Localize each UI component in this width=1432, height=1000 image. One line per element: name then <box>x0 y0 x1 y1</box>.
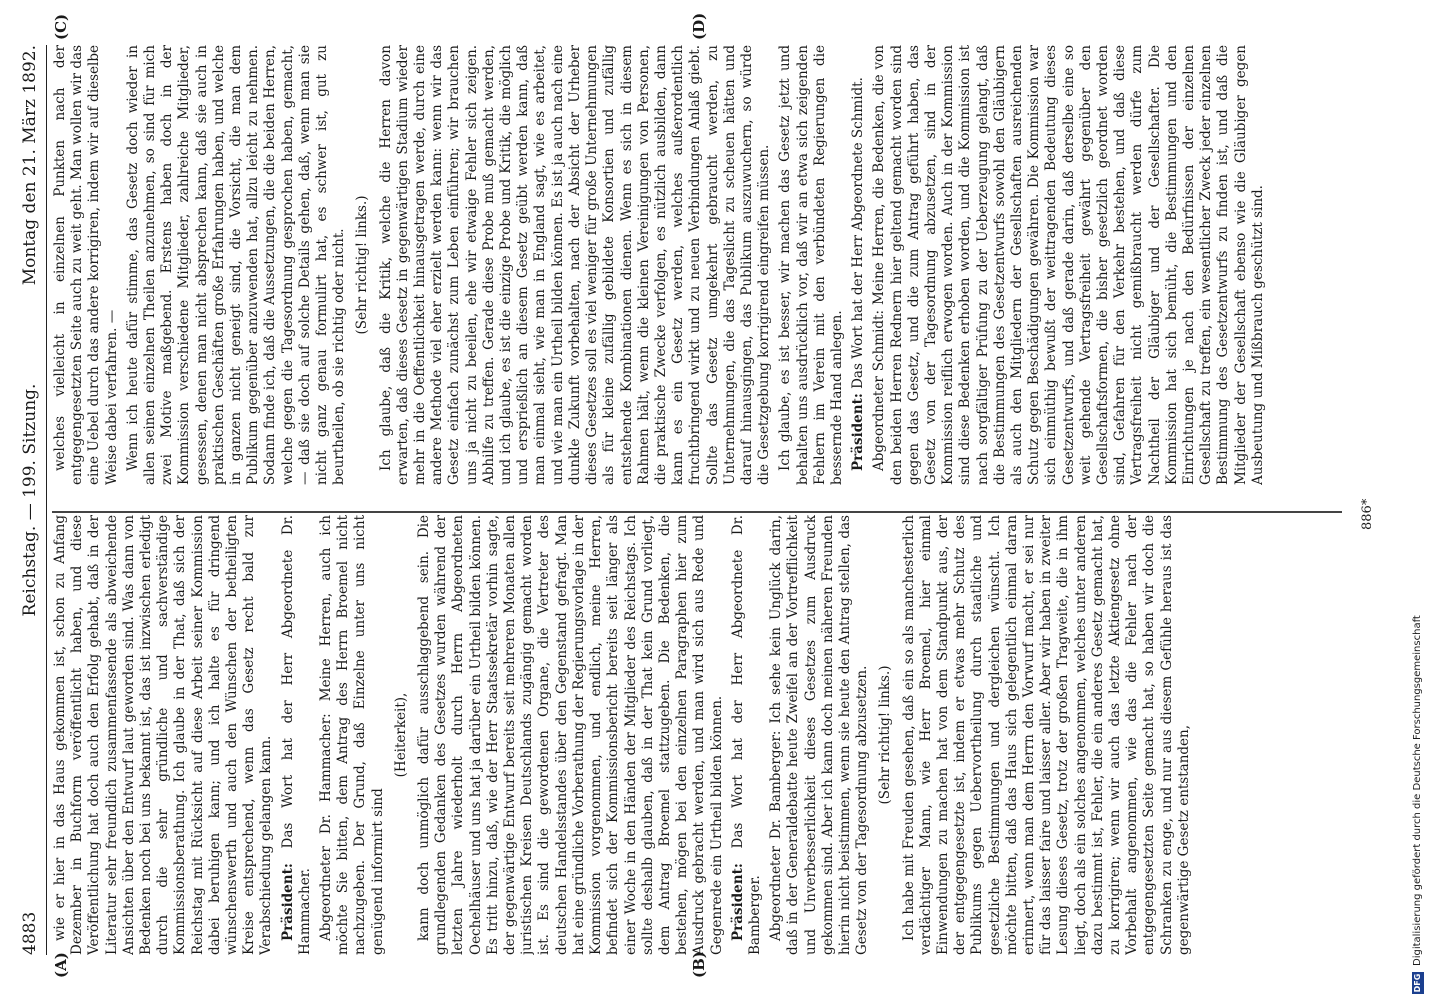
bottom-page-number: 886* <box>1360 498 1375 530</box>
speaker-label: Präsident: <box>279 863 296 941</box>
body-paragraph: welches vielleicht in einzelnen Punkten nach der entgegengesetzten Seite auch zu weit geht. Man wollen wir das eine Uebel durch das andere korrigiren, indem wir auf dieselbe Weise dabei verfahren. — <box>52 45 120 485</box>
footer-credit: Digitalisierung gefördert durch die Deutsche Forschungsgemeinschaft <box>1412 615 1423 966</box>
body-paragraph: Abgeordneter Schmidt: Meine Herren, die Bedenken, die von den beiden Herren Rednern hier geltend gemacht worden sind gegen das Gesetz, und die zum Antrag geführt haben, das Gesetz von der Tagesordnung abzusetzen, sind in der Kommission reiflich erwogen worden. Auch in der Kommission sind diese Bedenken erhoben worden, und die Kommission ist nach sorgfältiger Prüfung zu der Ueberzeugung gelangt, daß die Bestimmungen des Gesetzentwurfs sowohl den Gläubigern als auch den Mitgliedern der Gesellschaften ausreichenden Schutz gegen Beschädigungen gewähren. Die Kommission war sich einmüthig bewußt der weittragenden Bedeutung dieses Gesetzentwurfs, und daß gerade darin, daß derselbe eine so weit gehende Vertragsfreiheit gewährt gegenüber den Gesellschaftsformen, die bisher gesetzlich geordnet worden sind, Gefahren für den Verkehr bestehen, und daß diese Vertragsfreiheit nicht gemißbraucht werden dürfe zum Nachtheil der Gläubiger und der Gesellschafter. Die Kommission hat sich bemüht, die Bestimmungen und den Einrichtungen je nach den Bedürfnissen der einzelnen Gesellschaft zu treffen, ein wesentlicher Zweck jeder einzelnen Bestimmung des Gesetzentwurfs zu finden ist, und daß die Mitglieder der Gesellschaft ebenso wie die Gläubiger gegen Ausbeutung und Mißbrauch geschützt sind. <box>871 45 1266 485</box>
interjection: (Sehr richtig! links.) <box>354 195 371 335</box>
speaker-label: Präsident: <box>850 393 867 471</box>
margin-marker-d: (D) <box>690 12 708 40</box>
body-paragraph: wie er hier in das Haus gekommen ist, schon zu Anfang Dezember in Buchform veröffentlicht haben, und diese Veröffentlichung hat doch auch den Erfolg gehabt, daß in der Literatur sehr freundlich zusammenfassende als abweichende Ansichten über den Entwurf laut geworden sind. Was dann von Bedenken noch bei uns bekannt ist, das ist inzwischen erledigt durch die sehr gründliche und sachverständige Kommissionsberathung. Ich glaube in der That, daß sich der Reichstag mit Rücksicht auf diese Arbeit seiner Kommission dabei beruhigen kann; und ich halte es für dringend wünschenswerth und auch den Wünschen der betheiligten Kreise entsprechend, wenn das Gesetz recht bald zur Verabschiedung gelangen kann. <box>52 515 275 955</box>
body-paragraph: kann doch unmöglich dafür ausschlaggebend sein. Die grundlegenden Gedanken des Gesetzes wurden während der letzten Jahre wiederholt durch Herrn Abgeordneten Oechelhäuser und uns hat ja darüber ein Urtheil bilden können. Es tritt hinzu, daß, wie der Herr Staatssekretär vorhin sagte, der gegenwärtige Entwurf bereits seit mehreren Monaten allen juristischen Kreisen Deutschlands zugängig gemacht worden ist. Es sind die gewordenen Organe, die Vertreter des deutschen Handelsstandes über den Gegenstand gefragt. Man hat eine gründliche Vorberathung der Regierungsvorlage in der Kommission vorgenommen, und endlich, meine Herren, befindet sich der Kommissionsbericht bereits seit länger als einer Woche in den Händen der Mitglieder des Reichstags. Ich sollte deshalb glauben, daß in der That kein Grund vorliegt, dem Antrag Broemel stattzugeben. Die Bedenken, die bestehen, mögen bei den einzelnen Paragraphen hier zum Ausdruck gebracht werden, und man wird sich aus Rede und Gegenrede ein Urtheil bilden können. <box>416 515 725 955</box>
header-date: Montag den 21. März 1892. <box>20 45 40 286</box>
body-paragraph: Wenn ich heute dafür stimme, das Gesetz doch wieder in allen seinen einzelnen Theilen anzunehmen, so sind für mich zwei Motive maßgebend. Erstens haben doch in der Kommission verschiedene Mitglieder, zahlreiche Mitglieder, gesessen, denen man nicht absprechen kann, daß sie auch in praktischen Geschäften große Erfahrungen haben, und welche in ganzen nicht geneigt sind, die Vorsicht, die man dem Publikum gegenüber anzuwenden hat, allzu leicht zu nehmen. Sodann finde ich, daß die Aussetzungen, die die beiden Herren, welche gegen die Tagesordnung gesprochen haben, gemacht, — daß sie doch auf solche Details gehen, daß, wenn man sie nicht ganz genau formulirt hat, es schwer ist, gut zu beurtheilen, ob sie richtig oder nicht. <box>124 45 348 485</box>
header-session: Reichstag. — 199. Sitzung. <box>20 383 40 617</box>
speaker-text: Das Wort hat der Herr Abgeordnete Schmidt. <box>850 77 867 389</box>
margin-marker-b: (B) <box>690 951 708 978</box>
speaker-text: Das Wort hat der Herr Abgeordnete Dr. Bamberger. <box>729 515 763 955</box>
interjection: (Sehr richtig! links.) <box>877 665 894 805</box>
page-footer <box>1398 0 1428 1000</box>
body-paragraph: Ich glaube, es ist besser, wir machen das Gesetz jetzt und behalten uns ausdrücklich vor, daß wir an etwa sich zeigenden Fehlern im Verein mit den verbündeten Regierungen die bessernde Hand anlegen. <box>777 45 845 485</box>
speaker-paragraph <box>280 515 314 955</box>
speaker-paragraph <box>850 45 867 485</box>
body-paragraph: Abgeordneter Dr. Bamberger: Ich sehe kein Unglück darin, daß in der Generaldebatte heute Zweifel an der Vortrefflichkeit und Unverbesserlichkeit dieses Gesetzes zum Ausdruck gekommen sind. Aber ich kann doch meinen näheren Freunden hierin nicht beistimmen, wenn sie heute den Antrag stellen, das Gesetz von der Tagesordnung abzusetzen. <box>768 515 871 955</box>
body-paragraph: Abgeordneter Dr. Hammacher: Meine Herren, auch ich möchte Sie bitten, dem Antrag des Herrn Broemel nicht nachzugeben. Der Grund, daß Einzelne unter uns nicht genügend informirt sind <box>318 515 386 955</box>
speaker-text: Das Wort hat der Herr Abgeordnete Dr. Hammacher. <box>279 515 313 955</box>
margin-marker-c: (C) <box>52 13 70 40</box>
speaker-label: Präsident: <box>729 863 746 941</box>
left-column <box>52 515 1342 955</box>
header-page-number: 4883 <box>20 911 40 955</box>
interjection: (Heiterkeit), <box>392 692 409 778</box>
margin-marker-a: (A) <box>52 952 70 978</box>
body-paragraph: Ich habe mit Freuden gesehen, daß ein so als manchesterlich verdächtiger Mann, wie Herr Broemel, hier einmal Einwendungen zu machen hat von dem Standpunkt aus, der der entgegengesetzte ist, indem er etwas mehr Schutz des Publikums gegen Uebervortheilung durch staatliche und gesetzliche Bestimmungen und dergleichen wünscht. Ich möchte bitten, daß das Haus sich gelegentlich einmal daran erinnert, wenn man dem Herrn den Vorwurf macht, er sei nur für das laisser faire und laisser aller. Aber wir haben in zweiter Lesung dieses Gesetz, trotz der großen Tragweite, die in ihm liegt, doch als ein solches angenommen, welches unter anderen dazu bestimmt ist, Fehler, die ein anderes Gesetz gemacht hat, zu korrigiren; wenn wir auch das letzte Aktiengesetz ohne Vorbehalt angenommen, wie das die Fehler nach der entgegengesetzten Seite gemacht hat, so haben wir doch die Schranken zu enge, und nur aus diesem Gefühle heraus ist das gegenwärtige Gesetz entstanden, <box>900 515 1192 955</box>
speaker-paragraph <box>730 515 764 955</box>
dfg-logo: DFG <box>1413 973 1422 993</box>
column-divider <box>52 512 1342 514</box>
right-column <box>52 45 1342 485</box>
page-header <box>18 45 47 955</box>
body-paragraph: Ich glaube, daß die Kritik, welche die Herren davon erwarten, daß dieses Gesetz in gegenwärtigen Stadium wieder mehr in die Oeffentlichkeit hinausgetragen werde, durch eine andere Methode viel eher erzielt werden kann: wenn wir das Gesetz einfach zunächst zum Leben einführen; wir brauchen uns ja nicht zu beeilen, ehe wir etwaige Fehler sich zeigen. Abhilfe zu treffen. Gerade diese Probe muß gemacht werden, und ich glaube, es ist die einzige Probe und Kritik, die möglich und ersprießlich an diesem Gesetz geübt werden kann, daß man einmal sieht, wie man in England sagt, wie es arbeitet, und wie man ein Urtheil bilden können. Es ist ja auch nach eine dunkle Zukunft vorbehalten, nach der Absicht der Urheber dieses Gesetzes soll es viel weniger für große Unternehmungen als für kleine zufällig gebildete Konsortien und zufällig entstehende Kombinationen dienen. Wenn es sich in diesem Rahmen hält, wenn die kleinen Vereinigungen von Personen, die praktische Zwecke verfolgen, es nützlich ausbilden, dann kann es ein Gesetz werden, welches außerordentlich fruchtbringend wirkt und zu neuen Verbindungen Anlaß giebt. Sollte das Gesetz umgekehrt gebraucht werden, zu Unternehmungen, die das Tageslicht zu scheuen hätten und darauf hinausgingen, das Publikum auszuwuchern, so würde die Gesetzgebung korrigirend eingreifen müssen. <box>377 45 773 485</box>
